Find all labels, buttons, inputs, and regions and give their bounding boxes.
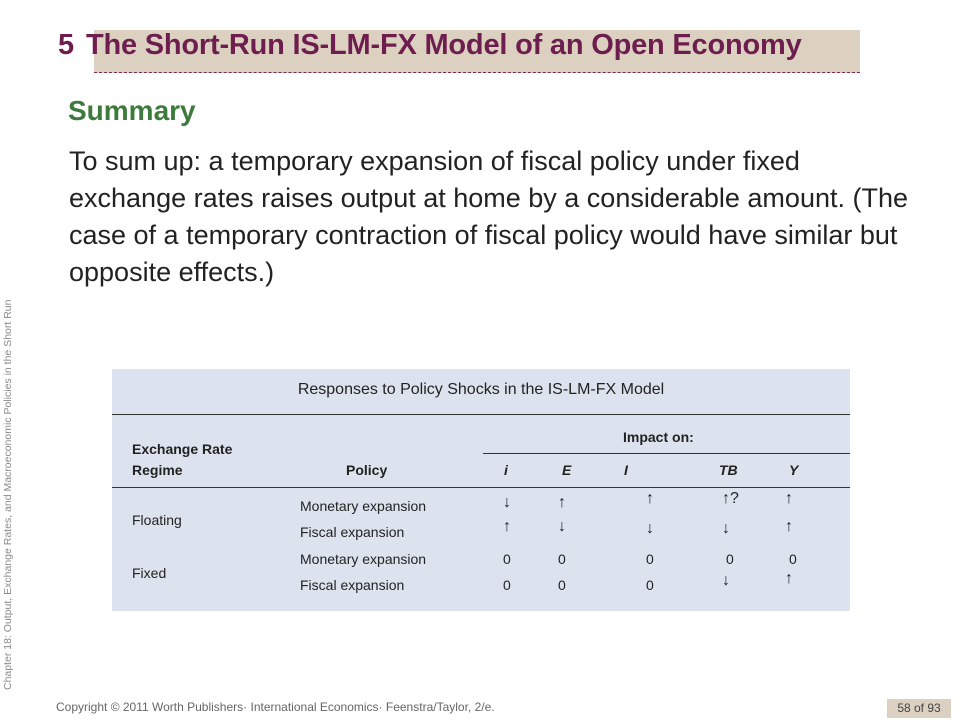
section-number: 5 (58, 29, 74, 61)
floating-fiscal-TB: ↓ (722, 520, 730, 537)
regime-header-line2: Regime (132, 462, 183, 478)
summary-paragraph: To sum up: a temporary expansion of fiscal policy under fixed exchange rates raises output at home by a considerable amount. (The case of a temporary contraction of fiscal policy would have similar but opposite effects.) (69, 146, 908, 287)
chapter-caption: Chapter 18: Output, Exchange Rates, and Macroeconomic Policies in the Short Run (2, 299, 14, 690)
policy-response-table (112, 369, 850, 611)
floating-fiscal-E: ↓ (558, 518, 566, 535)
regime-fixed: Fixed (132, 565, 167, 581)
floating-monetary-I: ↑ (646, 490, 654, 507)
col-header-i: i (504, 462, 508, 478)
header-bottom-rule (112, 487, 850, 488)
policy-fixed-fiscal: Fiscal expansion (300, 577, 405, 593)
col-header-I: I (624, 462, 628, 478)
fixed-monetary-i: 0 (503, 551, 511, 567)
fixed-fiscal-Y: ↑ (785, 570, 793, 587)
table-top-rule (112, 414, 850, 415)
floating-monetary-TB: ↑? (722, 490, 739, 507)
fixed-fiscal-I: 0 (646, 577, 654, 593)
summary-heading: Summary (68, 95, 196, 126)
fixed-fiscal-TB: ↓ (722, 572, 730, 589)
floating-fiscal-i: ↑ (503, 518, 511, 535)
slide-title (58, 29, 802, 62)
impact-rule (483, 453, 850, 454)
table-title: Responses to Policy Shocks in the IS-LM-FX Model (297, 381, 665, 398)
policy-header: Policy (346, 462, 388, 478)
floating-monetary-E: ↑ (558, 494, 566, 511)
copyright-notice: Copyright © 2011 Worth Publishers· International Economics· Feenstra/Taylor, 2/e. (56, 700, 495, 714)
col-header-E: E (562, 462, 572, 478)
fixed-monetary-TB: 0 (726, 551, 734, 567)
impact-header: Impact on: (623, 429, 694, 445)
fixed-fiscal-i: 0 (503, 577, 511, 593)
fixed-monetary-I: 0 (646, 551, 654, 567)
title-text: The Short-Run IS-LM-FX Model of an Open Economy (85, 29, 802, 61)
regime-floating: Floating (132, 512, 182, 528)
floating-fiscal-Y: ↑ (785, 518, 793, 535)
col-header-TB: TB (719, 462, 738, 478)
policy-floating-fiscal: Fiscal expansion (300, 524, 405, 540)
policy-fixed-monetary: Monetary expansion (300, 551, 427, 567)
fixed-monetary-E: 0 (558, 551, 566, 567)
col-header-Y: Y (789, 462, 799, 478)
floating-fiscal-I: ↓ (646, 520, 654, 537)
fixed-fiscal-E: 0 (558, 577, 566, 593)
fixed-monetary-Y: 0 (789, 551, 797, 567)
floating-monetary-i: ↓ (503, 494, 511, 511)
policy-floating-monetary: Monetary expansion (300, 498, 427, 514)
regime-header-line1: Exchange Rate (132, 441, 233, 457)
floating-monetary-Y: ↑ (785, 490, 793, 507)
page-number-badge: 58 of 93 (887, 699, 951, 718)
